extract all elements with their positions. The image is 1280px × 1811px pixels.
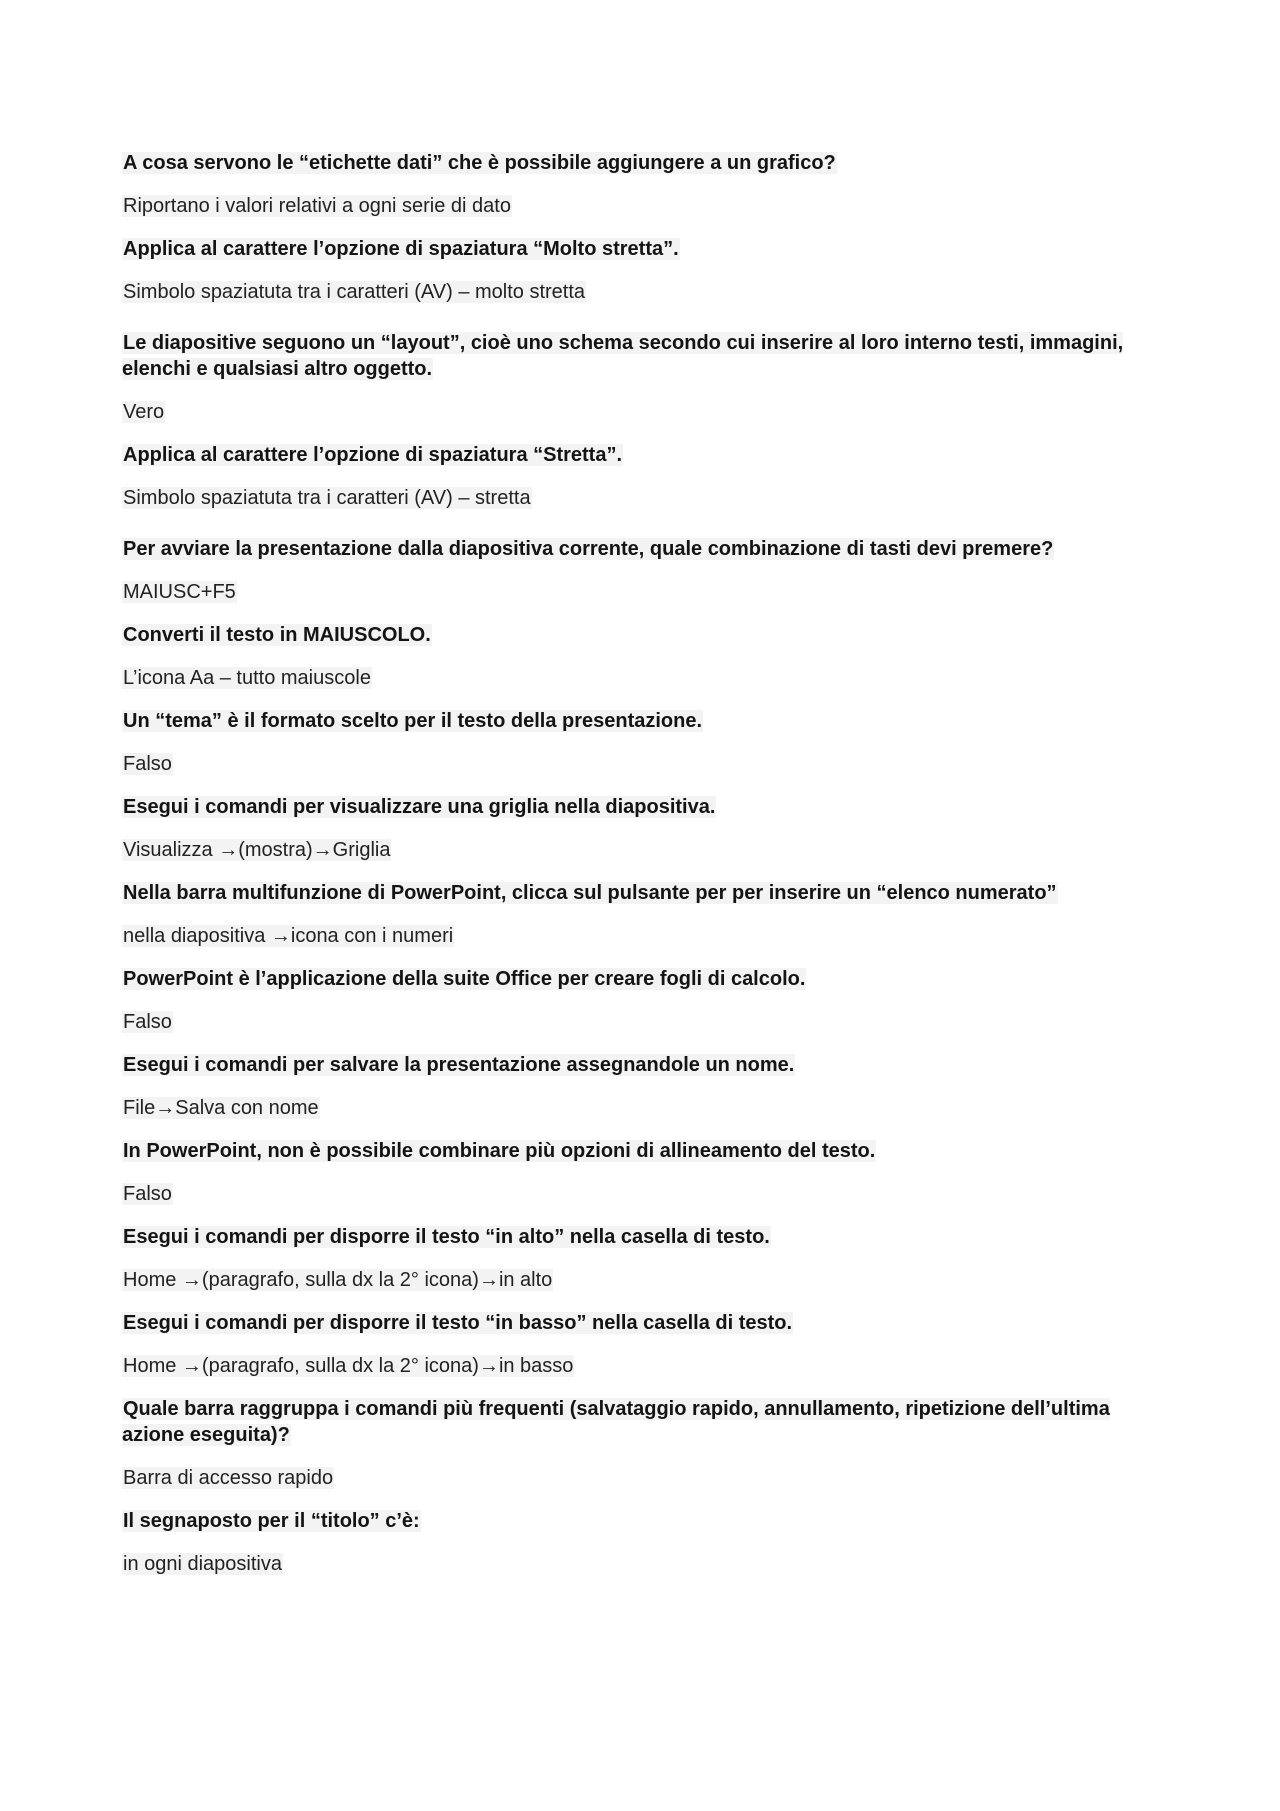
question: Esegui i comandi per salvare la presentazione assegnandole un nome. <box>123 1054 795 1076</box>
qa-item-12 <box>122 1138 1152 1207</box>
answer: in ogni diapositiva <box>123 1553 282 1575</box>
question: Un “tema” è il formato scelto per il testo della presentazione. <box>123 710 703 732</box>
qa-item-10 <box>122 966 1152 1035</box>
qa-item-7 <box>122 708 1152 777</box>
answer: Simbolo spaziatuta tra i caratteri (AV) – stretta <box>123 487 531 509</box>
answer: Riportano i valori relativi a ogni serie di dato <box>123 195 511 217</box>
qa-item-16 <box>122 1508 1152 1577</box>
qa-item-15 <box>122 1396 1152 1491</box>
qa-item-4 <box>122 442 1152 511</box>
answer: MAIUSC+F5 <box>123 581 236 603</box>
answer: Barra di accesso rapido <box>123 1467 334 1489</box>
question: Converti il testo in MAIUSCOLO. <box>123 624 431 646</box>
answer: File→Salva con nome <box>123 1097 319 1119</box>
question: In PowerPoint, non è possibile combinare più opzioni di allineamento del testo. <box>123 1140 876 1162</box>
qa-item-1 <box>122 150 1152 219</box>
question: Esegui i comandi per disporre il testo “in basso” nella casella di testo. <box>123 1312 793 1334</box>
question: Esegui i comandi per visualizzare una griglia nella diapositiva. <box>123 796 716 818</box>
answer: Home →(paragrafo, sulla dx la 2° icona)→in basso <box>123 1355 574 1377</box>
qa-item-9 <box>122 880 1152 949</box>
answer: Falso <box>123 1183 172 1205</box>
answer: Visualizza →(mostra)→Griglia <box>123 839 391 861</box>
question: Per avviare la presentazione dalla diapositiva corrente, quale combinazione di tasti devi premere? <box>123 538 1054 560</box>
question: Applica al carattere l’opzione di spaziatura “Molto stretta”. <box>123 238 679 260</box>
answer: L’icona Aa – tutto maiuscole <box>123 667 371 689</box>
qa-item-6 <box>122 622 1152 691</box>
question: A cosa servono le “etichette dati” che è possibile aggiungere a un grafico? <box>123 152 836 174</box>
answer: Falso <box>123 1011 172 1033</box>
document-page <box>122 150 1152 1577</box>
qa-item-8 <box>122 794 1152 863</box>
qa-item-3 <box>122 330 1152 425</box>
answer: Falso <box>123 753 172 775</box>
qa-item-14 <box>122 1310 1152 1379</box>
question: Nella barra multifunzione di PowerPoint, clicca sul pulsante per per inserire un “elenco numerato” <box>123 882 1057 904</box>
qa-item-5 <box>122 536 1152 605</box>
question: PowerPoint è l’applicazione della suite Office per creare fogli di calcolo. <box>123 968 806 990</box>
qa-item-2 <box>122 236 1152 305</box>
qa-item-11 <box>122 1052 1152 1121</box>
answer: Simbolo spaziatuta tra i caratteri (AV) – molto stretta <box>123 281 586 303</box>
question: Applica al carattere l’opzione di spaziatura “Stretta”. <box>123 444 623 466</box>
question: Quale barra raggruppa i comandi più frequenti (salvataggio rapido, annullamento, ripetizione dell’ultima azione eseguita)? <box>122 1398 1110 1446</box>
question: Esegui i comandi per disporre il testo “in alto” nella casella di testo. <box>123 1226 770 1248</box>
qa-item-13 <box>122 1224 1152 1293</box>
answer: nella diapositiva →icona con i numeri <box>123 925 454 947</box>
question: Il segnaposto per il “titolo” c’è: <box>123 1510 420 1532</box>
question: Le diapositive seguono un “layout”, cioè uno schema secondo cui inserire al loro interno testi, immagini, elenchi e qualsiasi altro oggetto. <box>122 332 1124 380</box>
answer: Vero <box>123 401 165 423</box>
answer: Home →(paragrafo, sulla dx la 2° icona)→in alto <box>123 1269 553 1291</box>
